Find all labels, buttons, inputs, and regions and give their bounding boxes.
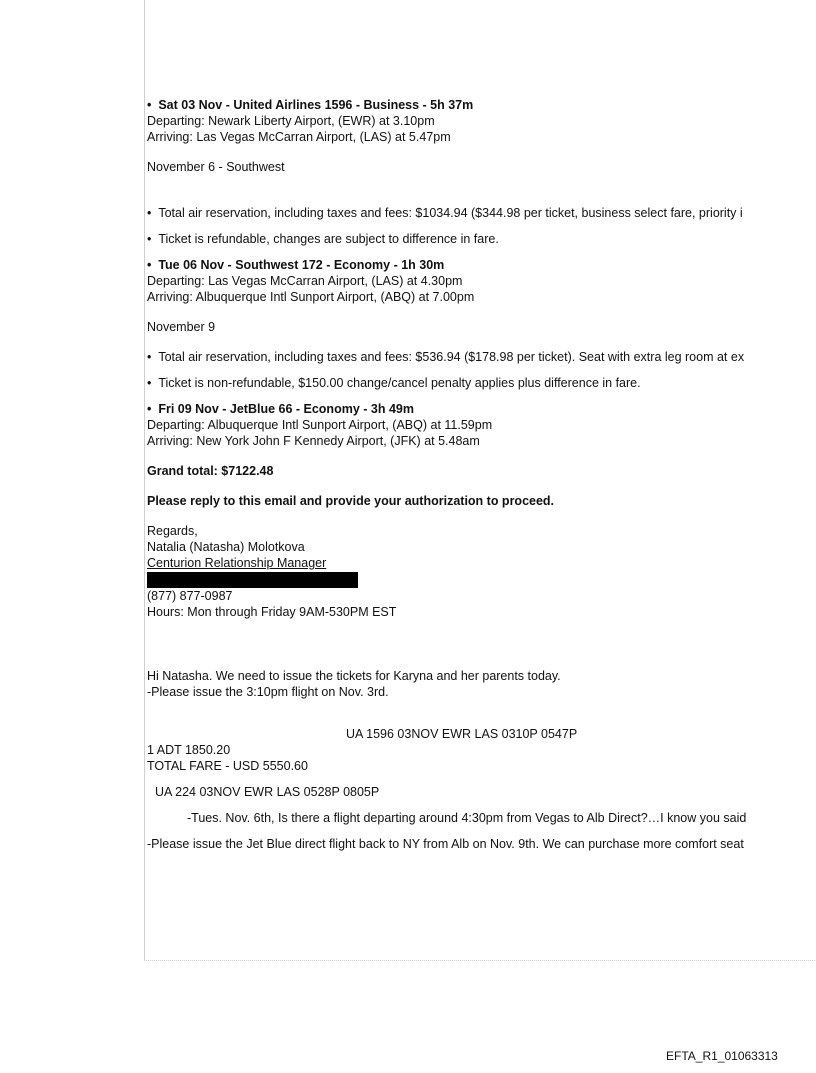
total-reservation-2: • Total air reservation, including taxes and fees: $536.94 ($178.98 per ticket). Seat with extra leg room at ex <box>147 349 816 365</box>
reply-adt: 1 ADT 1850.20 <box>147 743 231 757</box>
flight-1-arriving: Arriving: Las Vegas McCarran Airport, (LAS) at 5.47pm <box>147 130 451 144</box>
total-reservation-1: • Total air reservation, including taxes and fees: $1034.94 ($344.98 per ticket, business select fare, priority i <box>147 205 816 221</box>
note-november-9: November 9 <box>147 320 216 334</box>
reply-greeting: Hi Natasha. We need to issue the tickets for Karyna and her parents today. <box>147 669 561 683</box>
redaction-bar <box>147 572 358 588</box>
authorization-request: Please reply to this email and provide your authorization to proceed. <box>147 494 555 508</box>
flight-2-arriving: Arriving: Albuquerque Intl Sunport Airport, (ABQ) at 7.00pm <box>147 290 475 304</box>
signature-hours: Hours: Mon through Friday 9AM-530PM EST <box>147 605 397 619</box>
signature-title: Centurion Relationship Manager <box>147 556 327 570</box>
flight-1-departing: Departing: Newark Liberty Airport, (EWR) at 3.10pm <box>147 114 435 128</box>
refund-note-1: • Ticket is refundable, changes are subject to difference in fare. <box>147 231 816 247</box>
signature-phone: (877) 877-0987 <box>147 589 233 603</box>
grand-total: Grand total: $7122.48 <box>147 464 274 478</box>
reply-line-2: -Tues. Nov. 6th, Is there a flight departing around 4:30pm from Vegas to Alb Direct?…I know you said <box>187 811 747 825</box>
flight-1-header: • Sat 03 Nov - United Airlines 1596 - Business - 5h 37m <box>147 97 816 113</box>
signature-name: Natalia (Natasha) Molotkova <box>147 540 305 554</box>
signature-regards: Regards, <box>147 524 198 538</box>
flight-3-departing: Departing: Albuquerque Intl Sunport Airport, (ABQ) at 11.59pm <box>147 418 493 432</box>
flight-2-departing: Departing: Las Vegas McCarran Airport, (LAS) at 4.30pm <box>147 274 463 288</box>
reply-alt-flight: UA 224 03NOV EWR LAS 0528P 0805P <box>155 785 380 799</box>
reply-line-1: -Please issue the 3:10pm flight on Nov. 3rd. <box>147 685 389 699</box>
reply-total-fare: TOTAL FARE - USD 5550.60 <box>147 759 308 773</box>
flight-3-arriving: Arriving: New York John F Kennedy Airport, (JFK) at 5.48am <box>147 434 480 448</box>
flight-2-header: • Tue 06 Nov - Southwest 172 - Economy - 1h 30m <box>147 257 816 273</box>
document-id: EFTA_R1_01063313 <box>666 1049 778 1063</box>
flight-3-header: • Fri 09 Nov - JetBlue 66 - Economy - 3h 49m <box>147 401 816 417</box>
reply-itinerary: UA 1596 03NOV EWR LAS 0310P 0547P <box>346 727 578 741</box>
reply-line-3: -Please issue the Jet Blue direct flight back to NY from Alb on Nov. 9th. We can purchase more comfort seat <box>147 837 744 851</box>
refund-note-2: • Ticket is non-refundable, $150.00 change/cancel penalty applies plus difference in fare. <box>147 375 816 391</box>
note-november-6: November 6 - Southwest <box>147 160 285 174</box>
email-body <box>147 97 816 852</box>
